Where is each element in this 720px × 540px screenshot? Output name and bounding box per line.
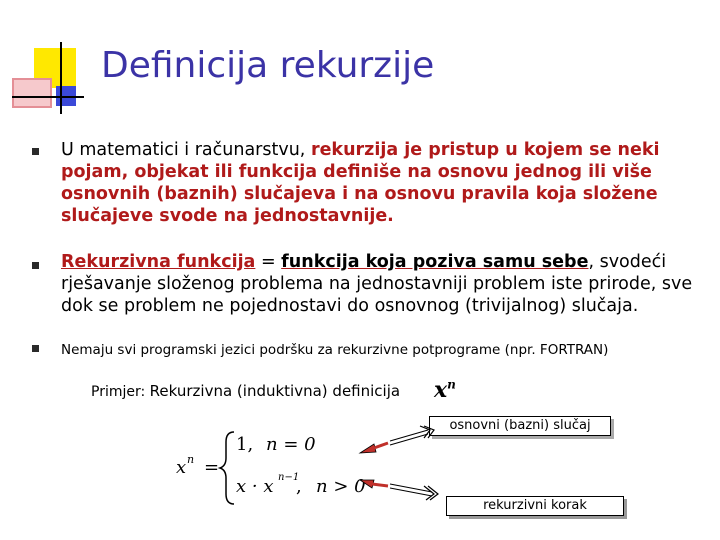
paragraph-definition <box>61 139 701 227</box>
equals-sign: = <box>255 252 282 272</box>
paragraph-rest: , svodeći rješavanje složenog problema na jednostavniji problem iste prirode, sve dok se problem ne pojednostavi do osnovnog (trivijalnog) slučaja. <box>61 252 693 316</box>
formula-lhs-exp: n <box>187 453 195 466</box>
example-power-expression <box>434 377 456 403</box>
arrow-base-case <box>360 426 434 453</box>
formula-case2-comma: , <box>296 476 302 497</box>
formula-case2-value: x · x <box>236 476 274 497</box>
formula-case2-exp: n−1 <box>278 472 300 483</box>
slide-title: Definicija rekurzije <box>101 45 435 86</box>
decor-vertical-line <box>60 42 62 114</box>
bullet-marker <box>32 262 39 269</box>
formula-lhs-base: x <box>176 457 187 478</box>
definition-highlight: rekurzija je pristup u kojem se neki pojam, objekat ili funkcija definiše na osnovu jednog ili više osnovnih (baznih) slučajeva i na osnovu pravila koja složene slučajeve svode na jednostavnije. <box>61 140 660 226</box>
formula-brace <box>220 432 234 504</box>
formula-case1-cond: n = 0 <box>266 434 316 455</box>
label-recursive-step: rekurzivni korak <box>446 496 624 516</box>
decor-horizontal-line <box>12 96 84 98</box>
bullet-marker <box>32 345 39 352</box>
meaning-highlight: funkcija koja poziva samu sebe <box>281 252 589 272</box>
pointer-arrows <box>350 420 460 510</box>
formula-case1-value: 1, <box>236 434 254 455</box>
power-exponent: n <box>447 377 456 392</box>
recursive-formula <box>170 428 370 508</box>
power-base: x <box>434 377 448 403</box>
label-base-case: osnovni (bazni) slučaj <box>429 416 611 436</box>
example-prefix: Primjer: <box>91 384 150 400</box>
paragraph-intro: U matematici i računarstvu, <box>61 140 311 160</box>
paragraph-recursive-function <box>61 251 701 317</box>
formula-equals: = <box>204 457 220 478</box>
term-highlight: Rekurzivna funkcija <box>61 252 256 272</box>
decor-pink-square <box>12 78 52 108</box>
paragraph-language-support: Nemaju svi programski jezici podršku za rekurzivne potprograme (npr. FORTRAN) <box>61 342 609 358</box>
bullet-marker <box>32 148 39 155</box>
formula-case2-cond: n > 0 <box>316 476 366 497</box>
example-text: Rekurzivna (induktivna) definicija <box>149 382 401 400</box>
arrow-recursive-step <box>360 480 438 500</box>
example-line <box>91 382 400 400</box>
